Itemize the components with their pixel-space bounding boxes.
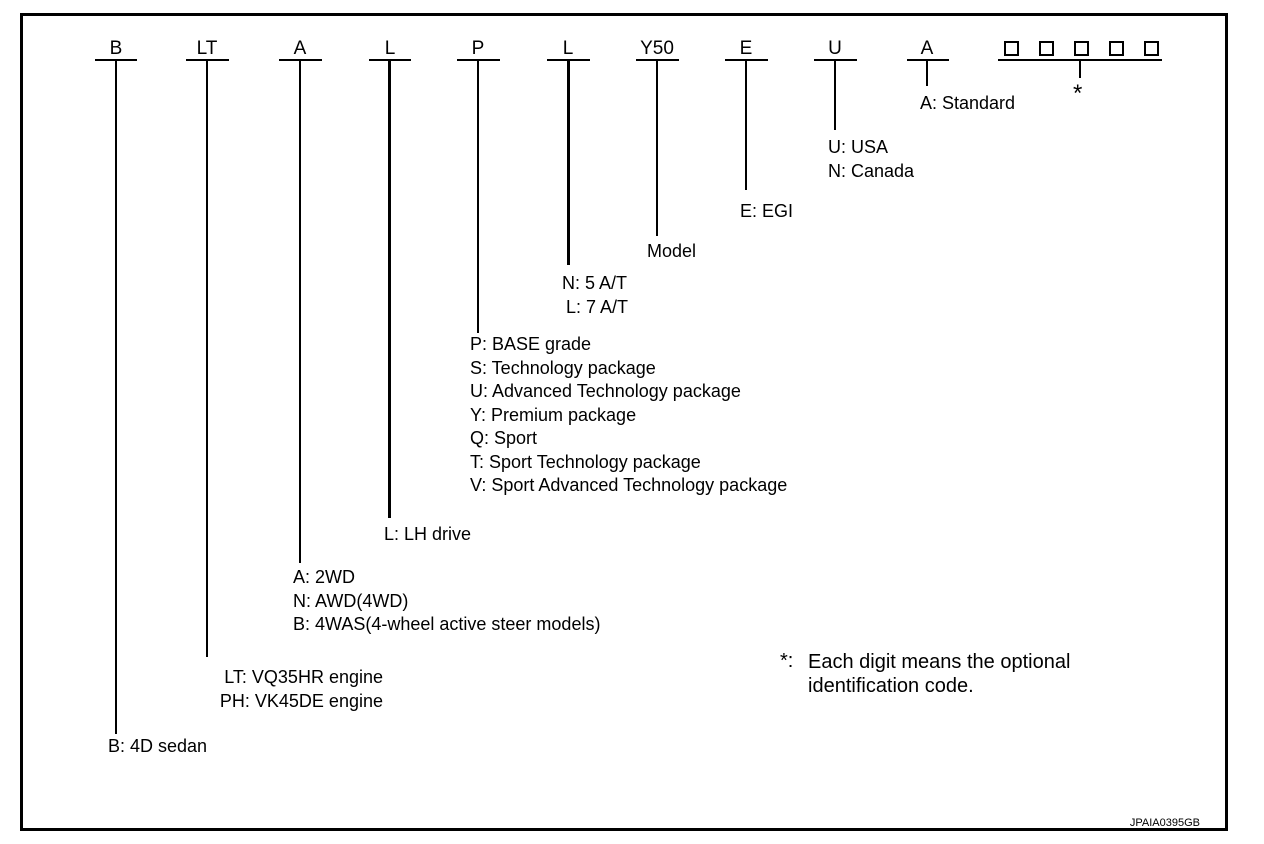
label-drive-b: B: 4WAS(4-wheel active steer models)	[293, 614, 601, 634]
label-model	[647, 240, 696, 264]
figure-id: JPAIA0395GB	[1129, 817, 1200, 829]
underline-type	[907, 59, 949, 61]
label-destination-u: U: USA	[828, 137, 889, 157]
optional-box-1	[1004, 41, 1019, 56]
footnote-line-1: Each digit means the optional	[808, 651, 1071, 673]
label-drive	[293, 566, 600, 637]
optional-asterisk: *	[1073, 80, 1083, 107]
label-steering-l: L: LH drive	[384, 524, 472, 544]
code-engine: LT	[196, 38, 218, 59]
label-transmission	[562, 272, 628, 319]
optional-box-4	[1109, 41, 1124, 56]
label-fuel	[740, 200, 793, 224]
label-type-a: A: Standard	[920, 93, 1016, 113]
leader-fuel	[745, 60, 747, 190]
label-grade-v: V: Sport Advanced Technology package	[470, 475, 788, 495]
code-drive: A	[293, 38, 307, 59]
leader-drive	[299, 60, 301, 563]
label-destination-n: N: Canada	[828, 160, 915, 181]
label-steering	[384, 523, 471, 547]
leader-grade	[477, 60, 479, 333]
code-type: A	[920, 38, 934, 59]
label-transmission-l: L: 7 A/T	[566, 296, 629, 317]
code-destination: U	[828, 38, 842, 59]
code-model: Y50	[640, 38, 674, 59]
label-grade	[470, 333, 787, 498]
label-grade-s: S: Technology package	[470, 357, 656, 378]
leader-type	[926, 60, 928, 86]
label-body	[108, 735, 207, 759]
code-grade: P	[471, 38, 485, 59]
label-drive-a: A: 2WD	[293, 567, 356, 587]
label-engine-ph: PH: VK45DE engine	[219, 690, 383, 711]
code-body-type: B	[109, 38, 123, 59]
code-steering: L	[384, 38, 396, 59]
optional-box-3	[1074, 41, 1089, 56]
label-engine-lt: LT: VQ35HR engine	[224, 667, 383, 687]
leader-destination	[834, 60, 836, 130]
label-grade-u: U: Advanced Technology package	[470, 381, 741, 401]
label-type	[920, 92, 1015, 116]
label-grade-p: P: BASE grade	[470, 334, 592, 354]
label-fuel-e: E: EGI	[740, 201, 794, 221]
leader-engine	[206, 60, 208, 657]
label-grade-t: T: Sport Technology package	[470, 451, 701, 472]
code-fuel: E	[739, 38, 753, 59]
label-transmission-n: N: 5 A/T	[562, 273, 628, 293]
label-body-b: B: 4D sedan	[108, 736, 208, 756]
code-transmission: L	[562, 38, 574, 59]
leader-body	[115, 60, 117, 734]
label-model-text: Model	[647, 241, 697, 261]
optional-box-5	[1144, 41, 1159, 56]
leader-transmission	[567, 60, 570, 265]
label-engine	[197, 666, 383, 713]
label-grade-y: Y: Premium package	[470, 404, 637, 425]
label-drive-n: N: AWD(4WD)	[293, 590, 409, 611]
footnote-line-2: identification code.	[808, 675, 974, 697]
footnote-asterisk: *:	[780, 650, 794, 672]
footnote	[780, 650, 1070, 698]
optional-box-2	[1039, 41, 1054, 56]
leader-model	[656, 60, 658, 236]
label-grade-q: Q: Sport	[470, 428, 538, 448]
leader-optional	[1079, 60, 1081, 78]
label-destination	[828, 136, 914, 183]
leader-steering	[388, 60, 391, 518]
